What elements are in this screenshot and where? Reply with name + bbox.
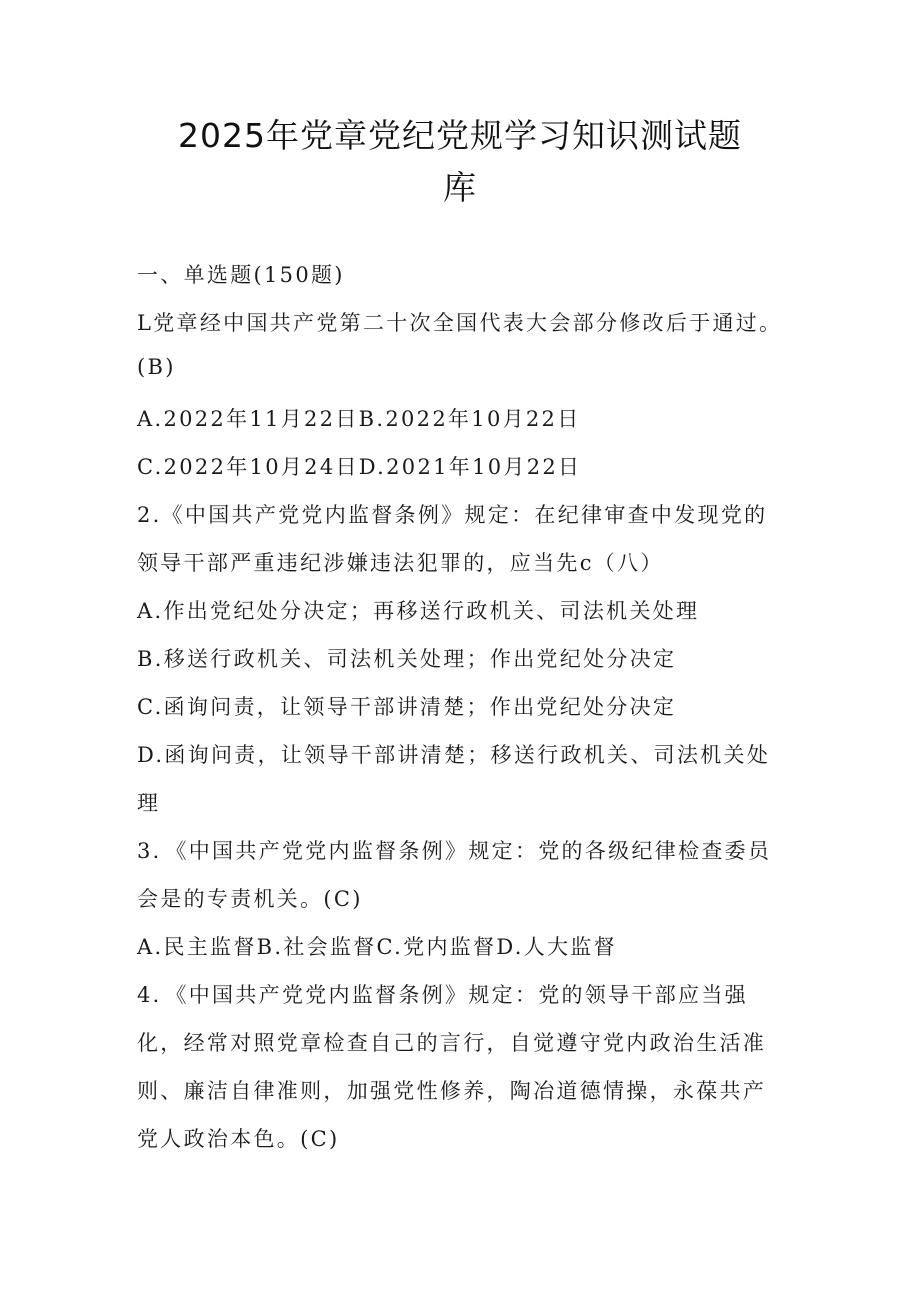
section-heading: 一、单选题(150题)	[137, 263, 345, 287]
question-1-text: L党章经中国共产党第二十次全国代表大会部分修改后于通过。	[137, 311, 783, 335]
question-2-option-c: C.函询问责，让领导干部讲清楚；作出党纪处分决定	[137, 695, 677, 719]
question-2-option-d-line-1: D.函询问责，让领导干部讲清楚；移送行政机关、司法机关处	[137, 743, 771, 767]
question-2-text-line-2: 领导干部严重违纪涉嫌违法犯罪的，应当先c（八）	[137, 551, 664, 575]
question-3-text-line-1: 3．《中国共产党党内监督条例》规定：党的各级纪律检查委员	[137, 839, 772, 863]
document-title-line-1: 2025年党章党纪党规学习知识测试题	[178, 116, 742, 155]
document-title-line-2: 库	[443, 168, 477, 207]
question-1-options-ab: A.2022年11月22日B.2022年10月22日	[137, 407, 581, 431]
question-4-text-line-2: 化，经常对照党章检查自己的言行，自觉遵守党内政治生活准	[137, 1031, 767, 1055]
question-2-option-d-line-2: 理	[137, 791, 161, 815]
question-1-options-cd: C.2022年10月24日D.2021年10月22日	[137, 455, 582, 479]
question-2-text-line-1: 2.《中国共产党党内监督条例》规定：在纪律审查中发现党的	[137, 503, 768, 527]
question-4-text-line-3: 则、廉洁自律准则，加强党性修养，陶冶道德情操，永葆共产	[137, 1079, 767, 1103]
question-2-option-a: A.作出党纪处分决定；再移送行政机关、司法机关处理	[137, 599, 700, 623]
question-3-options: A.民主监督B.社会监督C.党内监督D.人大监督	[137, 935, 617, 959]
question-3-text-line-2: 会是的专责机关。(C)	[137, 887, 363, 911]
question-1-answer: (B)	[137, 355, 176, 379]
question-2-option-b: B.移送行政机关、司法机关处理；作出党纪处分决定	[137, 647, 677, 671]
question-4-text-line-4: 党人政治本色。(C)	[137, 1127, 340, 1151]
question-4-text-line-1: 4．《中国共产党党内监督条例》规定：党的领导干部应当强	[137, 983, 748, 1007]
